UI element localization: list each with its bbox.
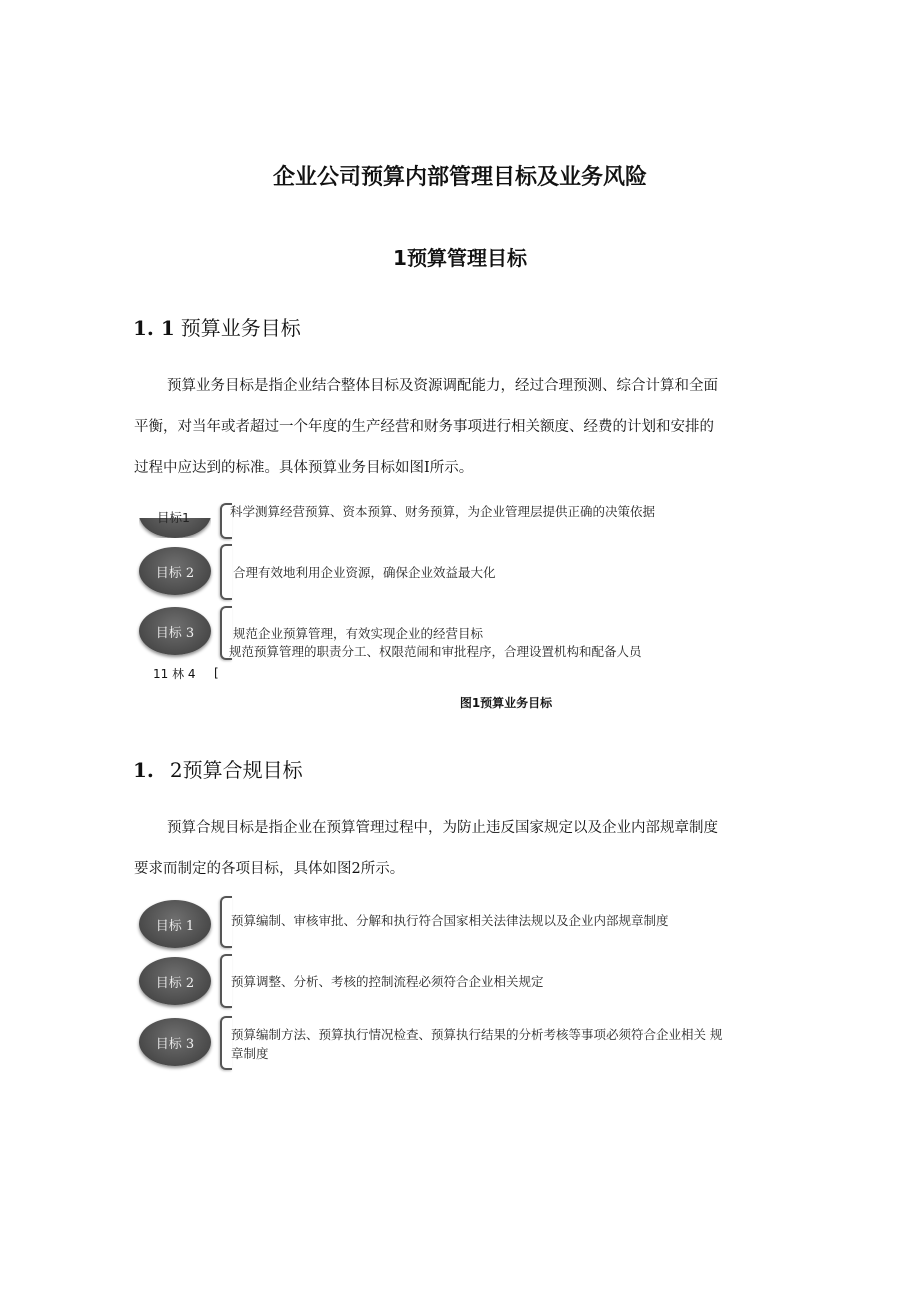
paragraph-line: 预算业务目标是指企业结合整体目标及资源调配能力，经过合理预测、综合计算和全面	[167, 378, 718, 394]
subsection-title: 2预算合规目标	[169, 758, 303, 782]
paragraph-budget-compliance	[134, 808, 774, 890]
goal-label: 目标 2	[155, 975, 195, 991]
goal-text: 规范企业预算管理，有效实现企业的经营目标	[233, 626, 484, 641]
goal-text: 预算编制方法、预算执行情况检查、预算执行结果的分析考核等事项必须符合企业相关 规	[231, 1027, 723, 1042]
goal-ellipse	[139, 957, 211, 1005]
paragraph-budget-business	[134, 366, 774, 489]
goal-label: 目标 3	[155, 1036, 195, 1052]
goal-text: 合理有效地利用企业资源，确保企业效益最大化	[233, 565, 496, 580]
subsection-number: 1.	[133, 758, 154, 782]
goal-ellipse	[139, 1018, 211, 1066]
paragraph-line: 预算合规目标是指企业在预算管理过程中，为防止违反国家规定以及企业内部规章制度	[167, 820, 718, 836]
subsection-heading-1-1	[133, 312, 301, 341]
paragraph-line: 过程中应达到的标准。具体预算业务目标如图I所示。	[134, 460, 474, 476]
subsection-heading-1-2	[133, 754, 303, 783]
paragraph-line: 要求而制定的各项目标，具体如图2所示。	[134, 861, 405, 877]
goal-label: 目标 3	[155, 625, 195, 641]
goal-text: 科学测算经营预算、资本预算、财务预算，为企业管理层提供正确的决策依据	[230, 504, 656, 519]
goal-label: 11 林 4	[153, 667, 196, 681]
goal-label: 目标 2	[155, 565, 195, 581]
goal-text: 规范预算管理的职责分工、权限范闹和审批程序，合理设置机构和配备人员	[229, 644, 642, 659]
goal-label: 目标1	[157, 510, 190, 525]
goal-text: 预算编制、审核审批、分解和执行符合国家相关法律法规以及企业内部规章制度	[231, 913, 669, 928]
figure-caption: 图1预算业务目标	[459, 696, 553, 710]
section-title: 1预算管理目标	[393, 246, 527, 270]
goal-ellipse	[139, 547, 211, 595]
paragraph-line: 平衡，对当年或者超过一个年度的生产经营和财务事项进行相关额度、经费的计划和安排的	[134, 419, 714, 435]
goal-ellipse	[139, 900, 211, 948]
subsection-number: 1. 1	[133, 316, 175, 340]
bracket-glyph: [	[214, 666, 219, 680]
subsection-title: 预算业务目标	[180, 316, 301, 340]
goal-label: 目标 1	[155, 918, 195, 934]
goal-text: 章制度	[231, 1046, 269, 1061]
goal-ellipse	[139, 607, 211, 655]
document-title: 企业公司预算内部管理目标及业务风险	[272, 165, 647, 190]
goal-text: 预算调整、分析、考核的控制流程必须符合企业相关规定	[231, 974, 544, 989]
bracket-shape	[220, 544, 232, 600]
